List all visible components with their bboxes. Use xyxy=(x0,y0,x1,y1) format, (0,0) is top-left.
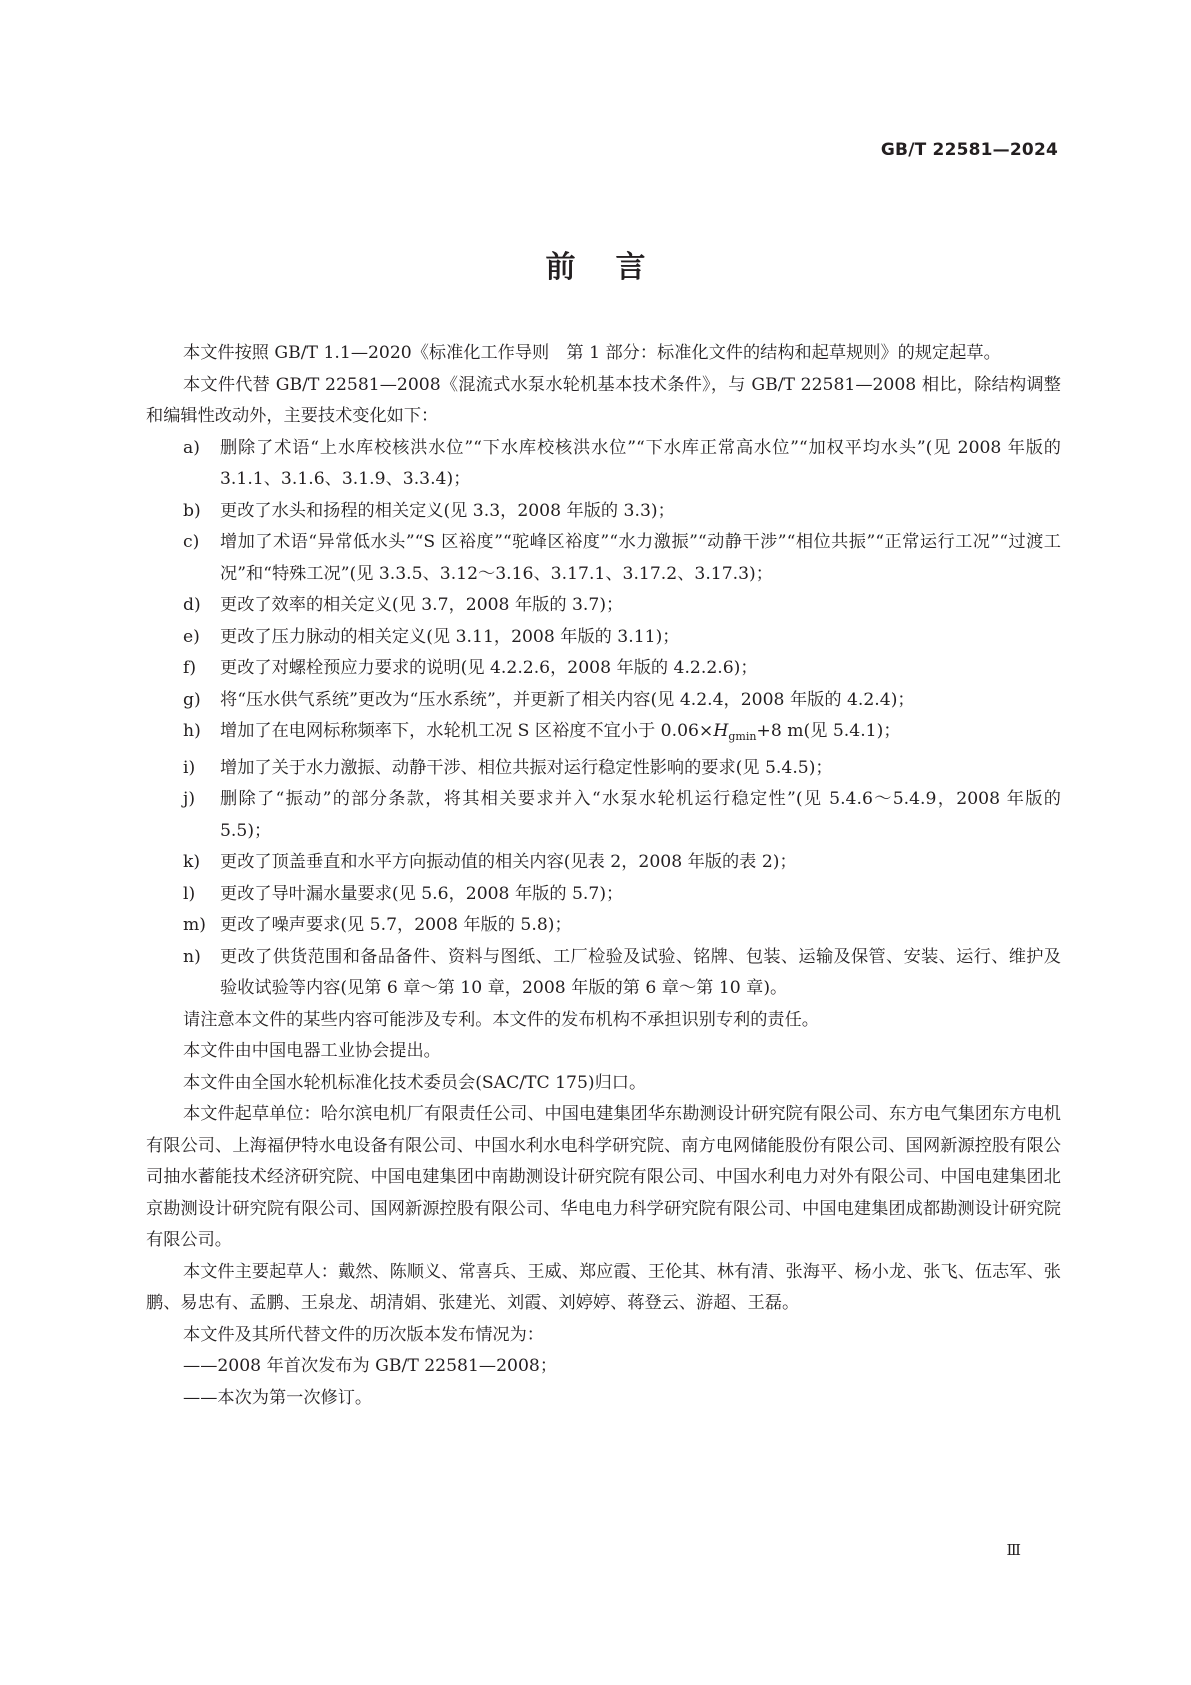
paragraph: 本文件按照 GB/T 1.1—2020《标准化工作导则 第 1 部分：标准化文件的结构和起草规则》的规定起草。 xyxy=(183,343,1001,363)
list-item-mark: b) xyxy=(183,500,201,521)
list-item-text: 更改了噪声要求(见 5.7，2008 年版的 5.8)； xyxy=(220,915,572,935)
list-item xyxy=(146,622,1061,654)
list-item-text: 删除了“振动”的部分条款，将其相关要求并入“水泵水轮机运行稳定性”(见 5.4.6～5.4.9，2008 年版的 5.5)； xyxy=(220,789,1061,841)
list-item-text: 更改了压力脉动的相关定义(见 3.11，2008 年版的 3.11)； xyxy=(220,626,680,647)
list-item xyxy=(146,753,1061,785)
list-item-mark: c) xyxy=(183,532,200,552)
list-item-mark: h) xyxy=(183,721,201,741)
paragraph: 请注意本文件的某些内容可能涉及专利。本文件的发布机构不承担识别专利的责任。 xyxy=(183,1009,819,1030)
list-item-text: 更改了供货范围和备品备件、资料与图纸、工厂检验及试验、铭牌、包装、运输及保管、安装、运行、维护及验收试验等内容(见第 6 章～第 10 章，2008 年版的第 6 章～第 10 章)。 xyxy=(220,946,1061,998)
paragraph: 本文件由中国电器工业协会提出。 xyxy=(183,1041,441,1061)
list-item-text xyxy=(220,716,1061,753)
list-item-text: 更改了水头和扬程的相关定义(见 3.3，2008 年版的 3.3)； xyxy=(220,500,675,521)
list-item xyxy=(146,784,1061,847)
formula-text-before: 增加了在电网标称频率下，水轮机工况 S 区裕度不宜小于 0.06× xyxy=(220,721,714,741)
list-item-text: 更改了对螺栓预应力要求的说明(见 4.2.2.6，2008 年版的 4.2.2.6)； xyxy=(220,658,758,678)
list-item xyxy=(146,847,1061,879)
paragraph: 本文件由全国水轮机标准化技术委员会(SAC/TC 175)归口。 xyxy=(183,1072,647,1093)
list-item-mark: f) xyxy=(183,658,197,678)
document-code: GB/T 22581—2024 xyxy=(880,140,1058,160)
list-item-mark: e) xyxy=(183,626,200,647)
list-item-mark: i) xyxy=(183,757,196,778)
formula-text-after: +8 m(见 5.4.1)； xyxy=(756,721,901,741)
paragraph: 本文件主要起草人：戴然、陈顺义、常喜兵、王威、郑应霞、王伦其、林有清、张海平、杨小龙、张飞、伍志军、张鹏、易忠有、孟鹏、王泉龙、胡清娟、张建光、刘霞、刘婷婷、蒋登云、游超、王磊。 xyxy=(146,1261,1061,1313)
list-item-text: 增加了术语“异常低水头”“S 区裕度”“驼峰区裕度”“水力激振”“动静干涉”“相位共振”“正常运行工况”“过渡工况”和“特殊工况”(见 3.3.5、3.12～3.16、3.17.1、3.17.2、3.17.3)； xyxy=(220,532,1061,584)
list-item xyxy=(146,653,1061,685)
foreword-content xyxy=(146,338,1061,1414)
list-item-text: 将“压水供气系统”更改为“压水系统”，并更新了相关内容(见 4.2.4，2008 年版的 4.2.4)； xyxy=(220,689,915,710)
list-item-text: 更改了顶盖垂直和水平方向振动值的相关内容(见表 2，2008 年版的表 2)； xyxy=(220,852,797,872)
paragraph: 本文件代替 GB/T 22581—2008《混流式水泵水轮机基本技术条件》，与 GB/T 22581—2008 相比，除结构调整和编辑性改动外，主要技术变化如下： xyxy=(146,374,1061,426)
formula-subscript: gmin xyxy=(728,730,757,743)
list-item-mark: n) xyxy=(183,946,201,967)
list-item-mark: m) xyxy=(183,915,207,935)
list-item xyxy=(146,496,1061,528)
list-item-text: 增加了关于水力激振、动静干涉、相位共振对运行稳定性影响的要求(见 5.4.5)； xyxy=(220,757,833,778)
list-item-mark: d) xyxy=(183,595,201,615)
list-item xyxy=(146,716,1061,753)
list-item xyxy=(146,590,1061,622)
list-item-text: 删除了术语“上水库校核洪水位”“下水库校核洪水位”“下水库正常高水位”“加权平均水头”(见 2008 年版的 3.1.1、3.1.6、3.1.9、3.3.4)； xyxy=(220,437,1061,489)
list-item xyxy=(146,685,1061,717)
list-item-mark: g) xyxy=(183,689,201,710)
list-item-mark: a) xyxy=(183,437,200,458)
list-item xyxy=(146,942,1061,1005)
list-item-text: 更改了效率的相关定义(见 3.7，2008 年版的 3.7)； xyxy=(220,595,624,615)
list-item-mark: k) xyxy=(183,852,201,872)
formula-symbol: H xyxy=(713,721,729,741)
list-item-mark: l) xyxy=(183,883,196,904)
paragraph: 本文件起草单位：哈尔滨电机厂有限责任公司、中国电建集团华东勘测设计研究院有限公司、东方电气集团东方电机有限公司、上海福伊特水电设备有限公司、中国水利水电科学研究院、南方电网储能股份有限公司、国网新源控股有限公司抽水蓄能技术经济研究院、中国电建集团中南勘测设计研究院有限公司、中国水利电力对外有限公司、中国电建集团北京勘测设计研究院有限公司、国网新源控股有限公司、华电电力科学研究院有限公司、中国电建集团成都勘测设计研究院有限公司。 xyxy=(146,1104,1061,1250)
list-item xyxy=(146,879,1061,911)
history-item: ——本次为第一次修订。 xyxy=(183,1387,373,1408)
list-item-mark: j) xyxy=(183,789,196,809)
list-item xyxy=(146,527,1061,590)
list-item xyxy=(146,910,1061,942)
history-item: ——2008 年首次发布为 GB/T 22581—2008； xyxy=(183,1356,558,1376)
page-title: 前言 xyxy=(545,250,686,285)
list-item-text: 更改了导叶漏水量要求(见 5.6，2008 年版的 5.7)； xyxy=(220,883,624,904)
technical-changes-list xyxy=(146,433,1061,1005)
page-number: Ⅲ xyxy=(1006,1541,1021,1559)
list-item xyxy=(146,433,1061,496)
paragraph: 本文件及其所代替文件的历次版本发布情况为： xyxy=(183,1324,544,1345)
